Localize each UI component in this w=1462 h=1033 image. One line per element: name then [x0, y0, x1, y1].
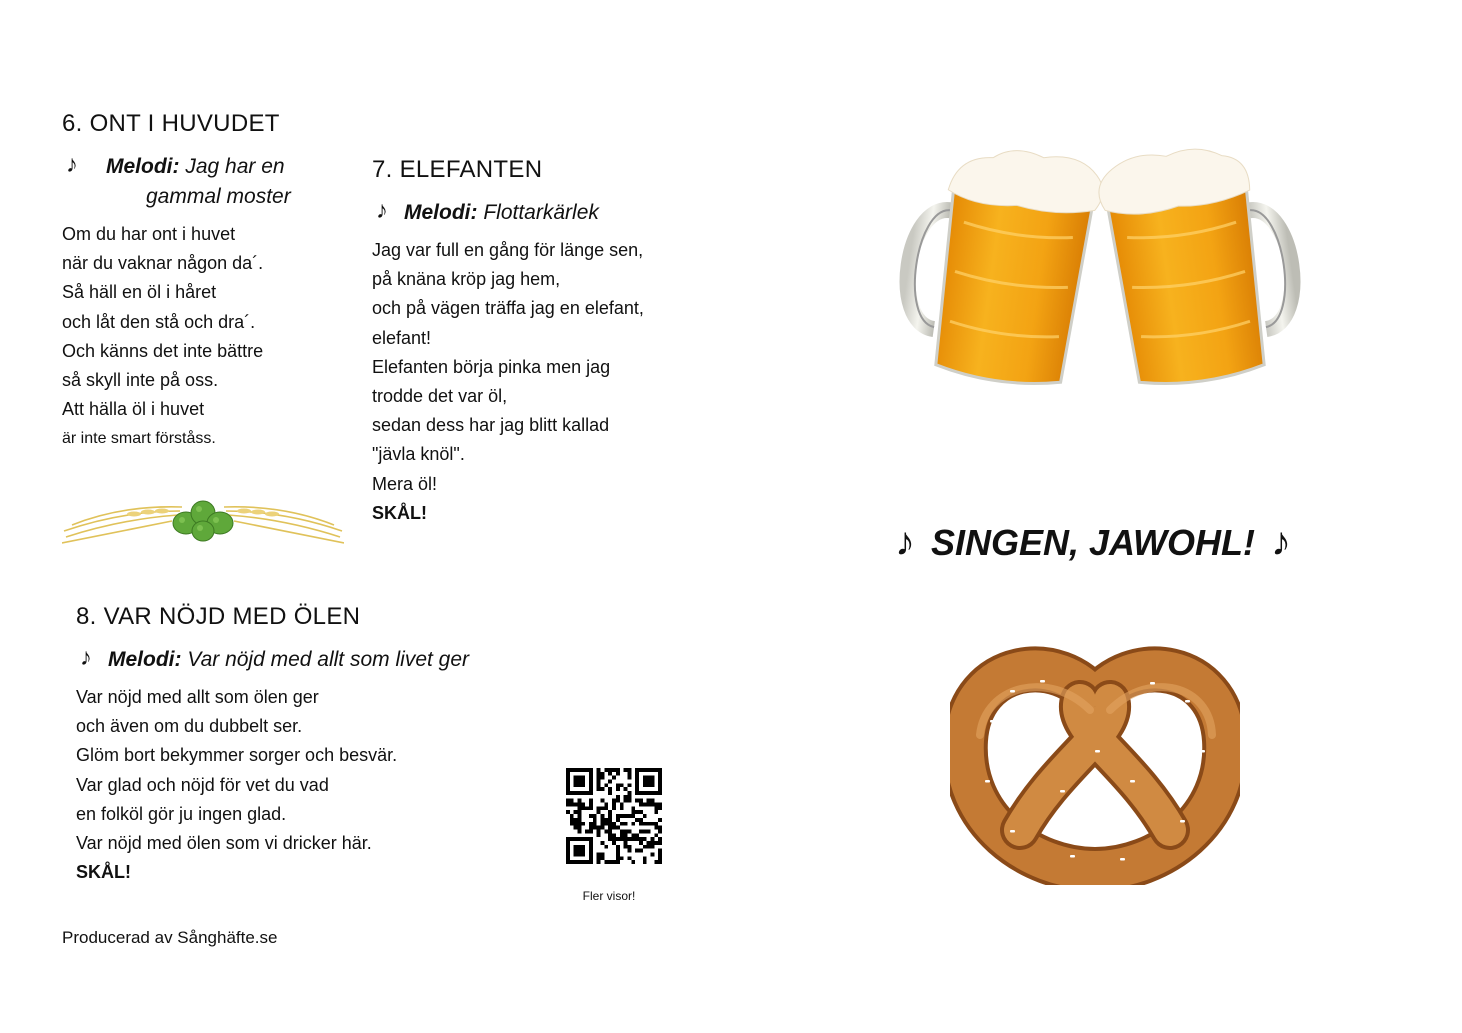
lyrics: [372, 236, 692, 528]
melody-line: [66, 152, 352, 212]
lyric-line: sedan dess har jag blitt kallad: [372, 415, 610, 436]
melody-line: [80, 645, 546, 675]
song-title: 7. ELEFANTEN: [372, 156, 543, 183]
lyric-line: elefant!: [372, 327, 432, 348]
lyric-closing: SKÅL!: [76, 862, 131, 883]
cover-title-text: SINGEN, JAWOHL!: [931, 521, 1256, 563]
lyric-line: när du vaknar någon da´.: [62, 253, 264, 274]
lyric-line: och även om du dubbelt ser.: [76, 716, 303, 737]
song-6: [62, 110, 352, 454]
song-8: [76, 603, 546, 887]
cover-title: [895, 520, 1315, 565]
melody-name: Flottarkärlek: [483, 201, 599, 224]
music-note-icon: ♪: [80, 644, 92, 671]
lyric-closing: SKÅL!: [372, 502, 427, 523]
song-7: [372, 156, 692, 528]
melody-name: Jag har en: [185, 155, 285, 178]
melody-name-cont: gammal moster: [146, 185, 291, 208]
wheat-hops-ornament: [62, 493, 344, 549]
music-note-icon: ♪: [1271, 520, 1292, 564]
lyrics: [76, 683, 546, 887]
lyric-line: Och känns det inte bättre: [62, 340, 264, 361]
beer-mugs-illustration: [895, 140, 1305, 410]
music-note-icon: ♪: [895, 520, 915, 564]
lyric-line: "jävla knöl".: [372, 444, 465, 465]
song-title: 6. ONT I HUVUDET: [62, 110, 280, 137]
lyric-line: så skyll inte på oss.: [62, 370, 219, 391]
music-note-icon: ♪: [66, 151, 78, 178]
lyric-line: Om du har ont i huvet: [62, 224, 236, 244]
song-title: 8. VAR NÖJD MED ÖLEN: [76, 603, 361, 630]
lyric-line: Elefanten börja pinka men jag: [372, 356, 611, 377]
lyric-line: på knäna kröp jag hem,: [372, 269, 561, 290]
lyric-line: Så häll en öl i håret: [62, 282, 217, 303]
lyric-line: Att hälla öl i huvet: [62, 399, 205, 420]
lyric-line: trodde det var öl,: [372, 386, 508, 407]
melody-label: Melodi:: [404, 201, 478, 224]
lyric-line: Var glad och nöjd för vet du vad: [76, 774, 329, 795]
lyric-line: Jag var full en gång för länge sen,: [372, 240, 644, 260]
footer-credit: Producerad av Sånghäfte.se: [62, 928, 278, 947]
melody-label: Melodi:: [106, 155, 180, 178]
lyric-line: en folköl gör ju ingen glad.: [76, 803, 287, 824]
lyric-line: och låt den stå och dra´.: [62, 311, 256, 332]
lyrics: [62, 220, 352, 454]
lyric-line: är inte smart förståss.: [62, 430, 216, 448]
melody-label: Melodi:: [108, 648, 182, 671]
music-note-icon: ♪: [376, 197, 388, 224]
melody-name: Var nöjd med allt som livet ger: [187, 648, 470, 671]
lyric-line: Var nöjd med allt som ölen ger: [76, 687, 319, 707]
lyric-line: Mera öl!: [372, 473, 438, 494]
lyric-line: Var nöjd med ölen som vi dricker här.: [76, 833, 372, 854]
melody-line: [376, 198, 692, 228]
qr-code[interactable]: [566, 768, 662, 864]
pretzel-illustration: [950, 640, 1240, 885]
qr-caption: Fler visor!: [582, 889, 636, 903]
lyric-line: Glöm bort bekymmer sorger och besvär.: [76, 745, 398, 766]
lyric-line: och på vägen träffa jag en elefant,: [372, 298, 644, 319]
